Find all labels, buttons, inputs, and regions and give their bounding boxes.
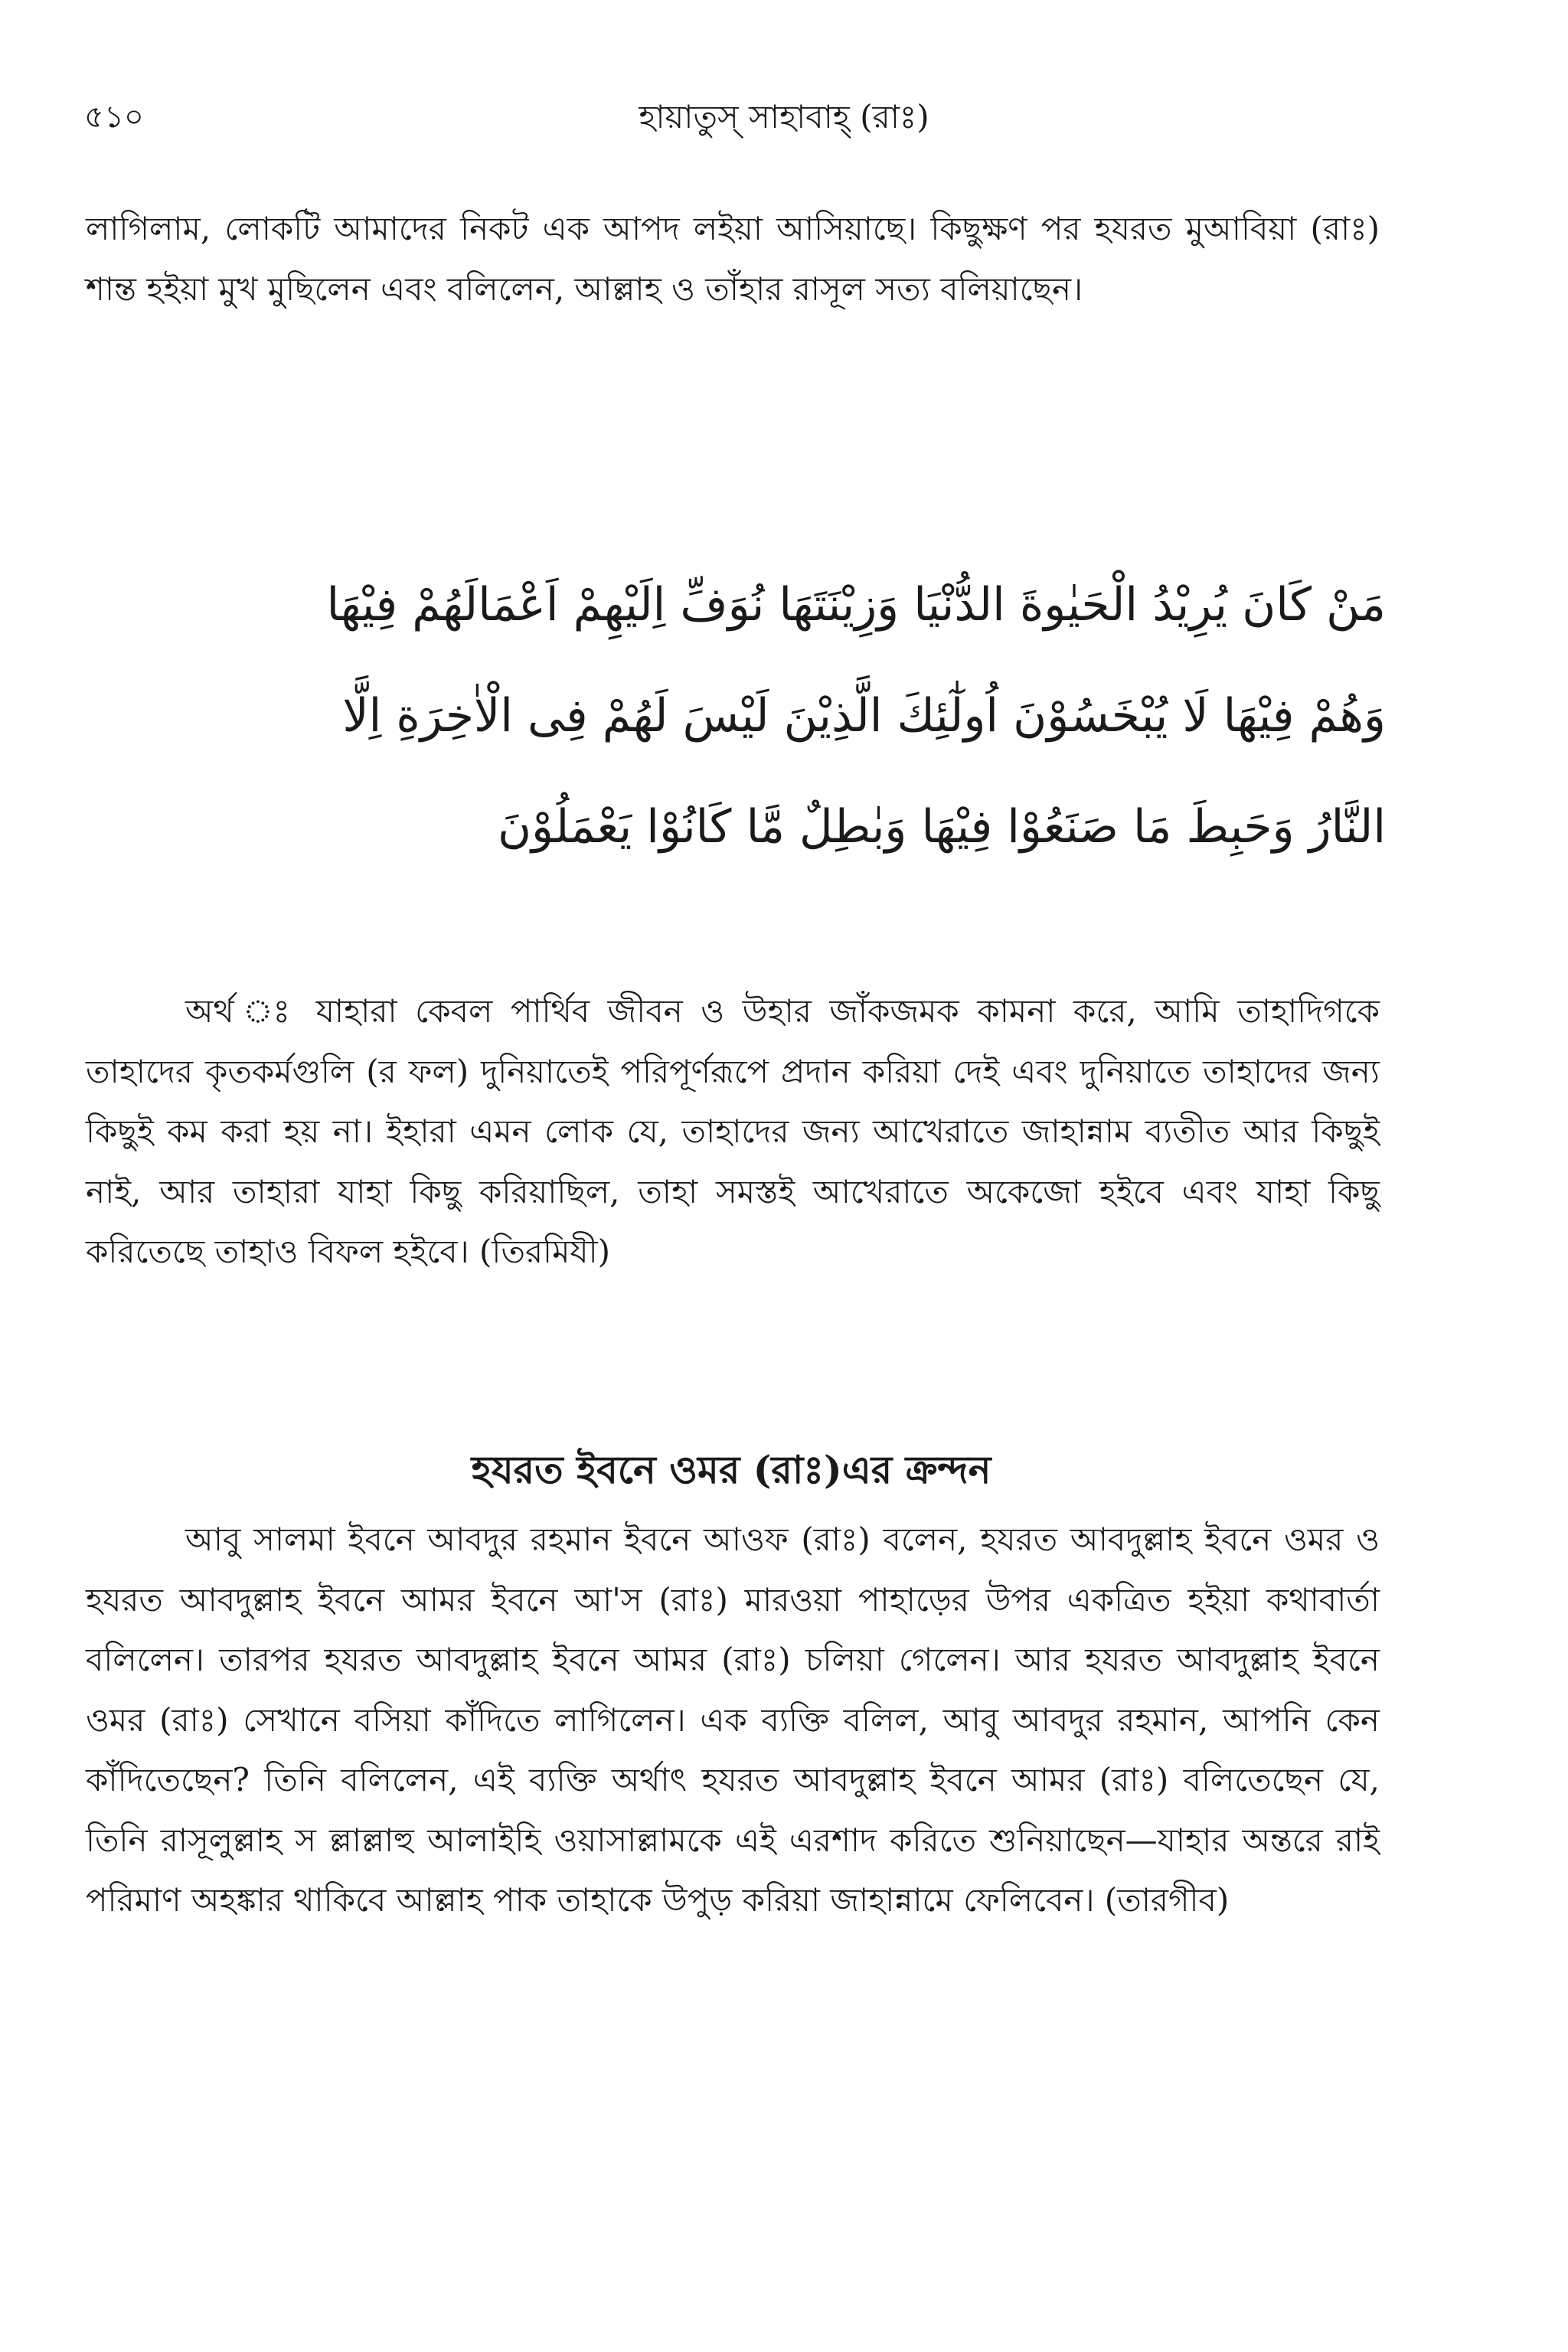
arabic-verse-line: النَّارُ وَحَبِطَ مَا صَنَعُوْا فِيْهَا وَبٰطِلٌ مَّا كَانُوْا يَعْمَلُوْنَ xyxy=(497,800,1386,854)
verse-translation-paragraph: অর্থ ঃ যাহারা কেবল পার্থিব জীবন ও উহার জাঁকজমক কামনা করে, আমি তাহাদিগকে তাহাদের কৃতকর্মগুলি (র ফল) দুনিয়াতেই পরিপূর্ণরূপে প্রদান করিয়া দেই এবং দুনিয়াতে তাহাদের জন্য কিছুই কম করা হয় না। ইহারা এমন লোক যে, তাহাদের জন্য আখেরাতে জাহান্নাম ব্যতীত আর কিছুই নাই, আর তাহারা যাহা কিছু করিয়াছিল, তাহা সমস্তই আখেরাতে অকেজো হইবে এবং যাহা কিছু করিতেছে তাহাও বিফল হইবে। (তিরমিযী) xyxy=(86,992,1380,1270)
page-header xyxy=(84,90,1484,144)
arabic-verse xyxy=(115,550,1386,883)
paragraph-continuation: লাগিলাম, লোকটি আমাদের নিকট এক আপদ লইয়া আসিয়াছে। কিছুক্ষণ পর হযরত মুআবিয়া (রাঃ) শান্ত হইয়া মুখ মুছিলেন এবং বলিলেন, আল্লাহ ও তাঁহার রাসূল সত্য বলিয়াছেন। xyxy=(86,210,1380,308)
section-body-paragraph: আবু সালমা ইবনে আবদুর রহমান ইবনে আওফ (রাঃ) বলেন, হযরত আবদুল্লাহ ইবনে ওমর ও হযরত আবদুল্লাহ ইবনে আমর ইবনে আ'স (রাঃ) মারওয়া পাহাড়ের উপর একত্রিত হইয়া কথাবার্তা বলিলেন। তারপর হযরত আবদুল্লাহ ইবনে আমর (রাঃ) চলিয়া গেলেন। আর হযরত আবদুল্লাহ ইবনে ওমর (রাঃ) সেখানে বসিয়া কাঁদিতে লাগিলেন। এক ব্যক্তি বলিল, আবু আবদুর রহমান, আপনি কেন কাঁদিতেছেন? তিনি বলিলেন, এই ব্যক্তি অর্থাৎ হযরত আবদুল্লাহ ইবনে আমর (রাঃ) বলিতেছেন যে, তিনি রাসূলুল্লাহ স ল্লাল্লাহু আলাইহি ওয়াসাল্লামকে এই এরশাদ করিতে শুনিয়াছেন—যাহার অন্তরে রাই পরিমাণ অহঙ্কার থাকিবে আল্লাহ পাক তাহাকে উপুড় করিয়া জাহান্নামে ফেলিবেন। (তারগীব) xyxy=(86,1521,1380,1919)
arabic-verse-line: وَهُمْ فِيْهَا لَا يُبْخَسُوْنَ اُولٰٓئِكَ الَّذِيْنَ لَيْسَ لَهُمْ فِى الْاٰخِرَةِ اِلَّا xyxy=(342,689,1386,743)
page-number: ৫১০ xyxy=(84,100,144,135)
section-heading: হযরত ইবনে ওমর (রাঃ)এর ক্রন্দন xyxy=(471,1447,991,1492)
arabic-verse-line: مَنْ كَانَ يُرِيْدُ الْحَيٰوةَ الدُّنْيَا وَزِيْنَتَهَا نُوَفِّ اِلَيْهِمْ اَعْمَالَهُمْ فِيْهَا xyxy=(326,578,1386,632)
running-title: হায়াতুস্ সাহাবাহ্ (রাঃ) xyxy=(639,98,929,136)
